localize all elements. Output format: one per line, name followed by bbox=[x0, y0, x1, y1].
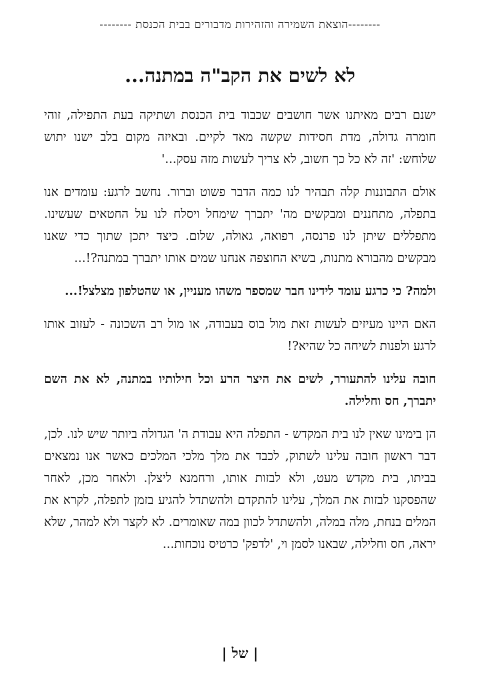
running-header: --------הוצאת השמירה והזהירות מדבורים בבית הכנסת -------- bbox=[99, 18, 381, 31]
paragraph-2: אולם התבוננות קלה תבהיר לנו כמה הדבר פשוט וברור. נחשב לרגע: עומדים אנו בתפלה, מתחננים ומבקשים מה' יתברך שימחל ויסלח לנו על החטאים שעשינו. מתפללים שיתן לנו פרנסה, רפואה, גאולה, שלום. כיצד יתכן שתוך כדי שאנו מבקשים מהבורא מתנות, בשיא החוצפה אנחנו שמים אותו יתברך במתנה?!... bbox=[44, 185, 436, 265]
paragraph-4: האם היינו מעיזים לעשות זאת מול בוס בעבודה, או מול רב השכונה - לעזוב אותו לרגע ולפנות לשיחה כל שהיא?! bbox=[44, 317, 436, 353]
article-title: לא לשים את הקב"ה במתנה... bbox=[124, 65, 356, 87]
paragraph-5: חובה עלינו להתעורר, לשים את היצר הרע וכל חילותיו במתנה, לא את השם יתברך, חס וחלילה. bbox=[44, 372, 436, 408]
page-number: | של | bbox=[221, 646, 259, 662]
paragraph-1: ישנם רבים מאיתנו אשר חושבים שכבוד בית הכנסת ושתיקה בעת התפילה, זוהי חומרה גדולה, מדת חסידות שקשה מאד לקיים. ובאיזה מקום בלב ישנו יתוש שלוחש: 'זה לא כל כך חשוב, לא צריך לעשות מזה עסק...' bbox=[44, 108, 436, 166]
paragraph-3: ולמה? כי כרגע עומד לידינו חבר שמספר משהו מעניין, או שהטלפון מצלצל!... bbox=[64, 284, 436, 298]
paragraph-6: הן בימינו שאין לנו בית המקדש - התפלה היא עבודת ה' הגדולה ביותר שיש לנו. לכן, דבר ראשון חובה עלינו לשתוק, לכבד את מלך מלכי המלכים כאשר אנו נמצאים בביתו, בית מקדש מעט, ולא לבזות אותו, ורחמנא ליצלן. ולאחר מכן, לאחר שהפסקנו לבזות את המלך, עלינו להתקדם ולהשתדל להגיע בזמן לתפלה, לקרא את המלים בנחת, מלה במלה, ולהשתדל לכוון במה שאומרים. לא לקצר ולא למהר, שלא יראה, חס וחלילה, שבאנו לסמן וי, 'לדפק' כרטיס נוכחות... bbox=[44, 427, 436, 551]
article-body bbox=[44, 104, 436, 555]
